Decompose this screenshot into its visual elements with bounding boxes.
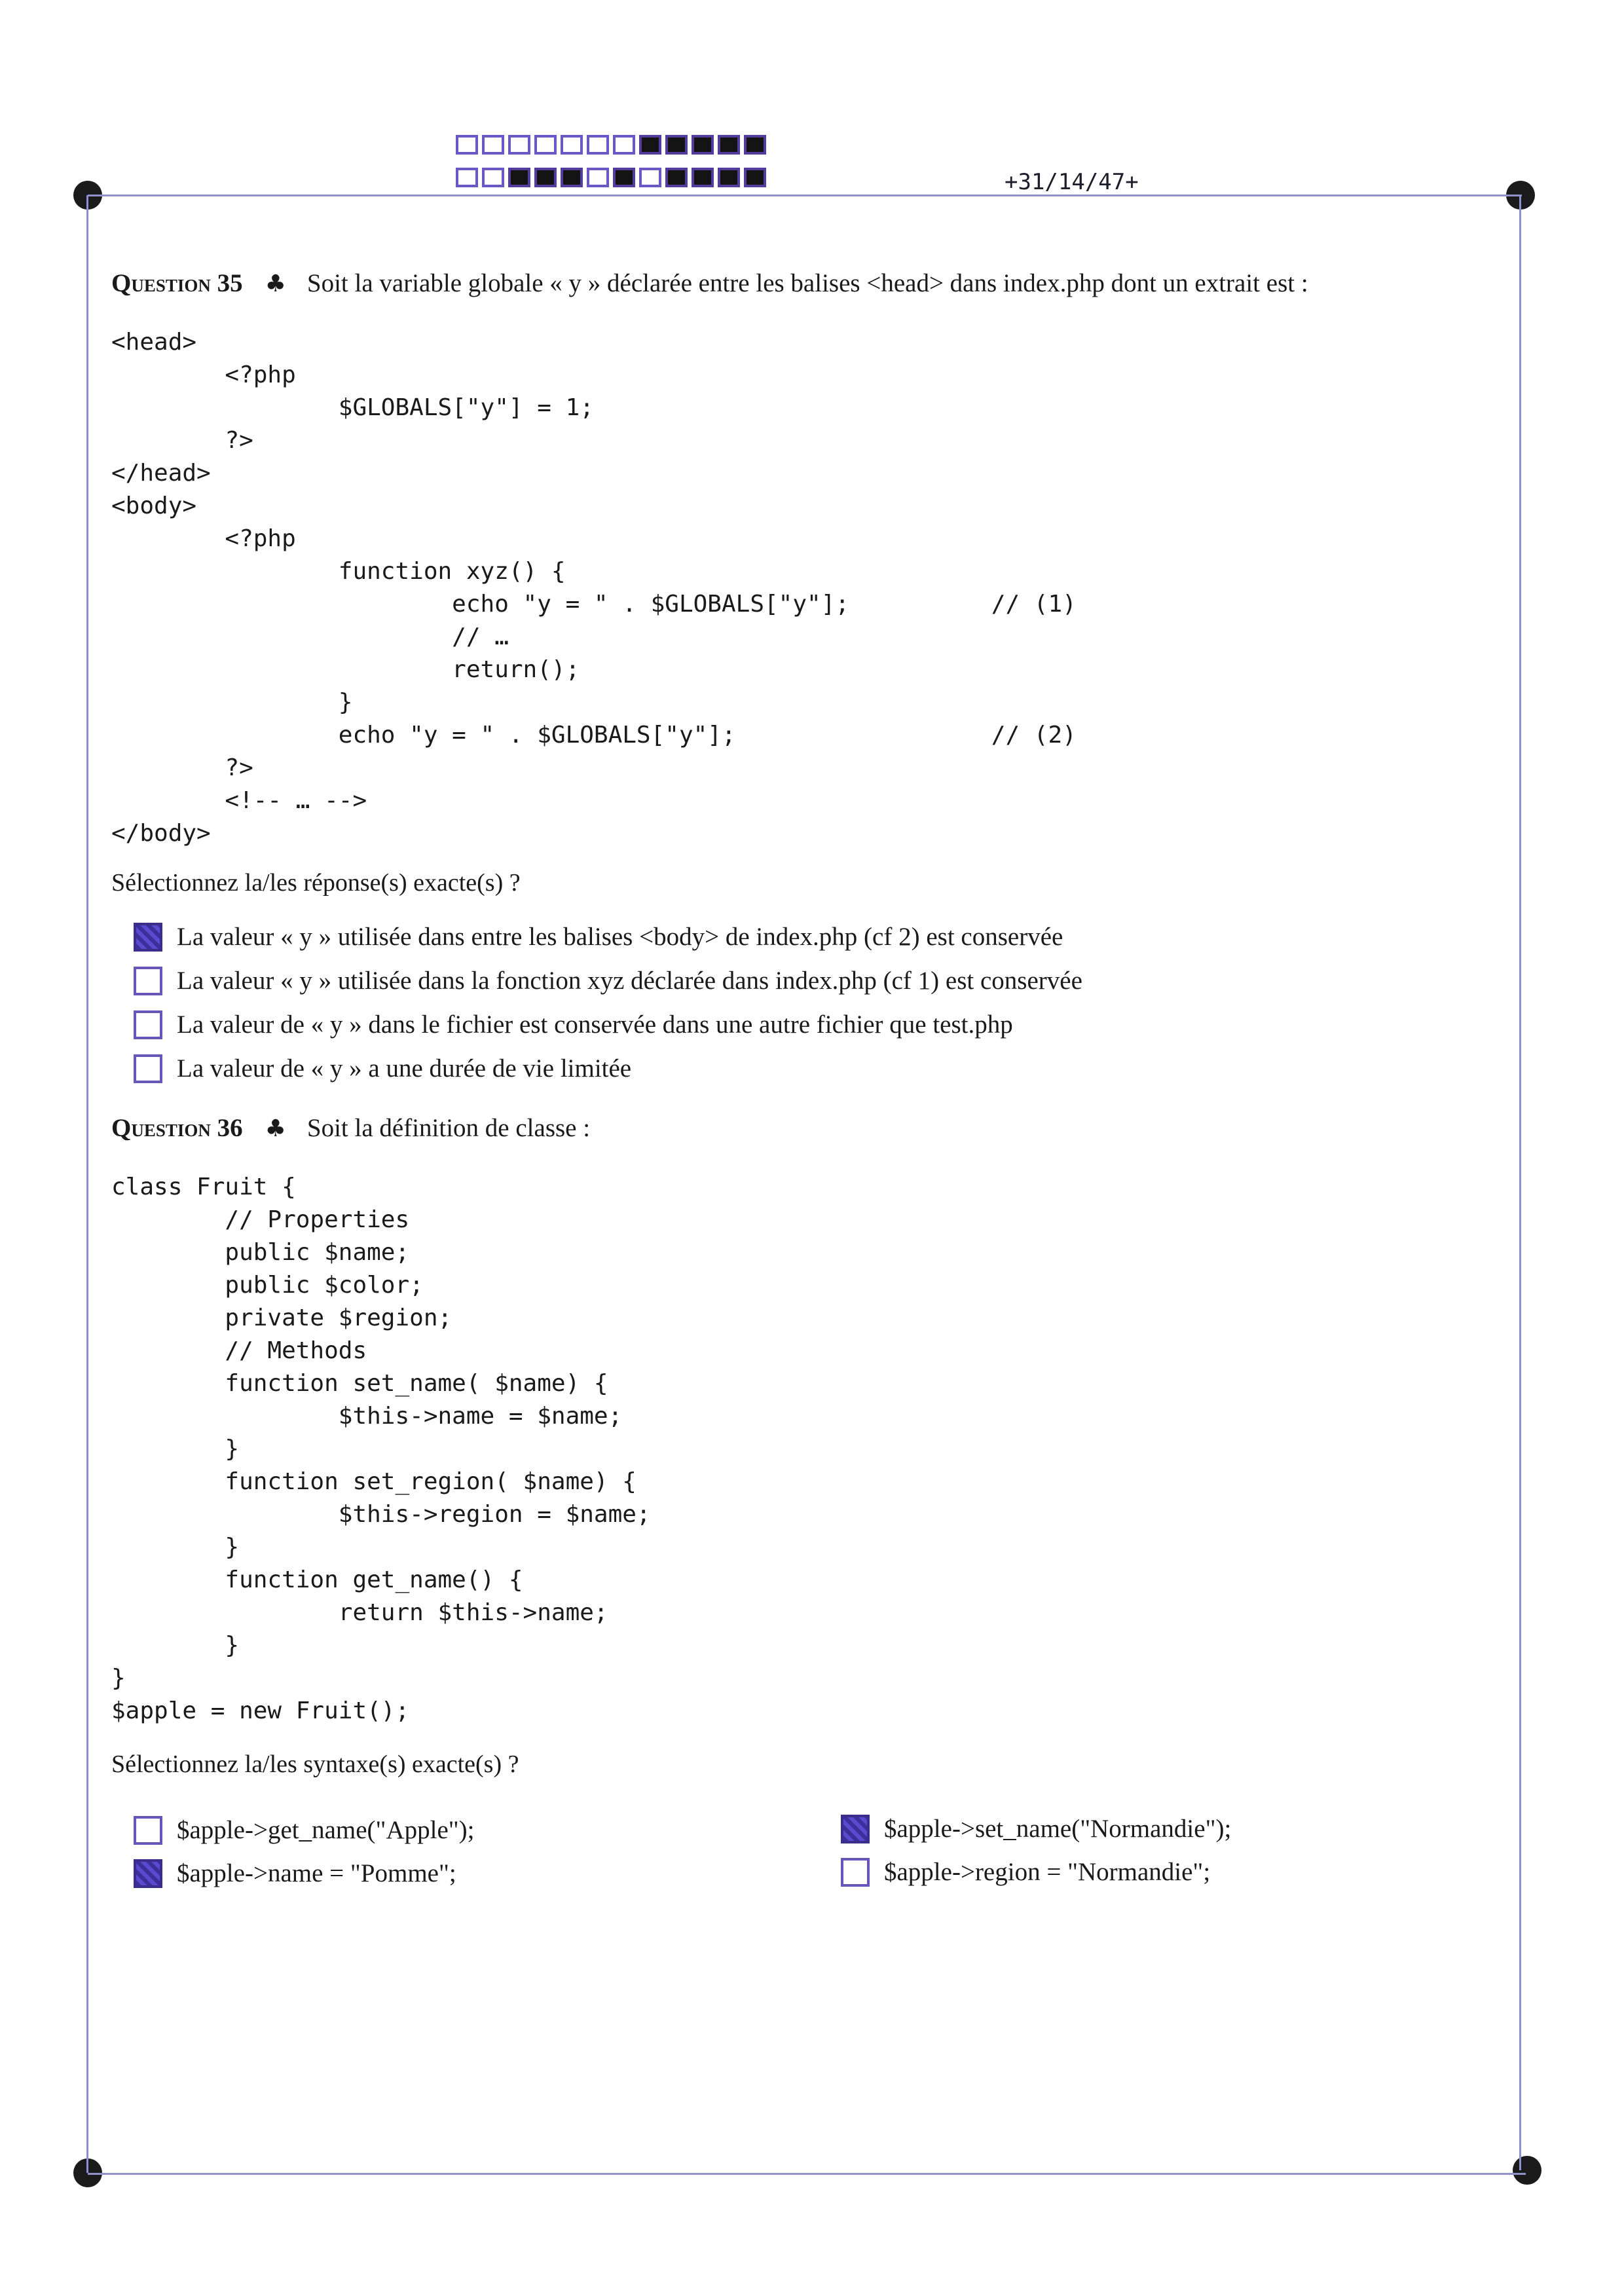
id-code-cell: [744, 135, 766, 155]
id-code-cell: [482, 168, 504, 187]
checkbox[interactable]: [134, 1816, 162, 1845]
id-code-cell: [456, 168, 478, 187]
question-35-header: [111, 268, 1308, 298]
answer-text: $apple->region = "Normandie";: [884, 1858, 1211, 1886]
q36-answer-1[interactable]: [134, 1815, 475, 1845]
checkbox[interactable]: [841, 1858, 870, 1887]
answer-text: $apple->get_name("Apple");: [177, 1816, 475, 1844]
checkbox[interactable]: [134, 1054, 162, 1083]
q35-answer-3[interactable]: [134, 1010, 1013, 1039]
id-code-cell: [692, 135, 714, 155]
id-code-cell: [718, 168, 740, 187]
answer-text: La valeur « y » utilisée dans entre les balises <body> de index.php (cf 2) est conservée: [177, 923, 1063, 951]
question-stem: Soit la définition de classe :: [306, 1114, 591, 1142]
question-36-code: class Fruit { // Properties public $name; public $color; private $region; // Methods function set_name( $name) { $this->name = $name; } function set_region( $name) { $this->region = $name; } function get_name() { return $this->name; } } $apple = new Fruit();: [111, 1174, 651, 1724]
id-code-cell: [639, 168, 661, 187]
checkbox[interactable]: [134, 967, 162, 995]
q36-answer-3[interactable]: [134, 1859, 456, 1888]
id-code-cell: [456, 135, 478, 155]
id-code-cell: [718, 135, 740, 155]
club-icon: ♣: [265, 270, 286, 297]
question-number: Question 35: [111, 269, 243, 297]
id-code-cell: [561, 168, 583, 187]
q36-answer-4[interactable]: [841, 1857, 1210, 1887]
answer-text: $apple->name = "Pomme";: [177, 1859, 456, 1887]
registration-mark-bottom-right: [1513, 2156, 1541, 2185]
checkbox[interactable]: [134, 923, 162, 952]
question-36-header: [111, 1113, 590, 1143]
club-icon: ♣: [265, 1115, 286, 1142]
id-code-cell: [665, 168, 688, 187]
question-stem: Soit la variable globale « y » déclarée entre les balises <head> dans index.php dont un extrait est :: [306, 269, 1308, 297]
id-code-cell: [587, 168, 609, 187]
answer-text: $apple->set_name("Normandie");: [884, 1815, 1232, 1843]
frame-right: [1519, 195, 1521, 2170]
answer-text: La valeur de « y » dans le fichier est conservée dans une autre fichier que test.php: [177, 1010, 1013, 1039]
id-code-cell: [534, 168, 557, 187]
answer-text: La valeur « y » utilisée dans la fonction xyz déclarée dans index.php (cf 1) est conservée: [177, 967, 1082, 995]
id-code-cell: [639, 135, 661, 155]
checkbox[interactable]: [841, 1815, 870, 1843]
id-code-cell: [508, 135, 530, 155]
page-code: +31/14/47+: [1005, 169, 1139, 195]
q35-answer-2[interactable]: [134, 966, 1082, 995]
frame-bottom: [88, 2173, 1526, 2175]
id-code-cell: [587, 135, 609, 155]
id-code-cell: [665, 135, 688, 155]
id-code-cell: [508, 168, 530, 187]
id-code-cell: [561, 135, 583, 155]
question-35-prompt: Sélectionnez la/les réponse(s) exacte(s) ?: [111, 869, 521, 897]
student-id-code-row-2: [456, 168, 770, 187]
q35-answer-1[interactable]: [134, 922, 1063, 952]
question-number: Question 36: [111, 1114, 243, 1142]
q35-answer-4[interactable]: [134, 1054, 631, 1083]
q36-answer-2[interactable]: [841, 1814, 1231, 1843]
id-code-cell: [534, 135, 557, 155]
question-35-code: <head> <?php $GLOBALS["y"] = 1; ?> </head> <body> <?php function xyz() { echo "y = " . $GLOBALS["y"]; // (1) // … return(); } echo "y = " . $GLOBALS["y"]; // (2) ?> <!-- … --> </body>: [111, 329, 1077, 847]
answer-text: La valeur de « y » a une durée de vie limitée: [177, 1054, 632, 1083]
frame-top: [88, 194, 1522, 196]
checkbox[interactable]: [134, 1010, 162, 1039]
frame-left: [86, 195, 88, 2173]
id-code-cell: [744, 168, 766, 187]
question-36-prompt: Sélectionnez la/les syntaxe(s) exacte(s) ?: [111, 1750, 519, 1778]
id-code-cell: [613, 135, 635, 155]
id-code-cell: [692, 168, 714, 187]
id-code-cell: [482, 135, 504, 155]
student-id-code-row-1: [456, 135, 770, 155]
id-code-cell: [613, 168, 635, 187]
checkbox[interactable]: [134, 1859, 162, 1888]
